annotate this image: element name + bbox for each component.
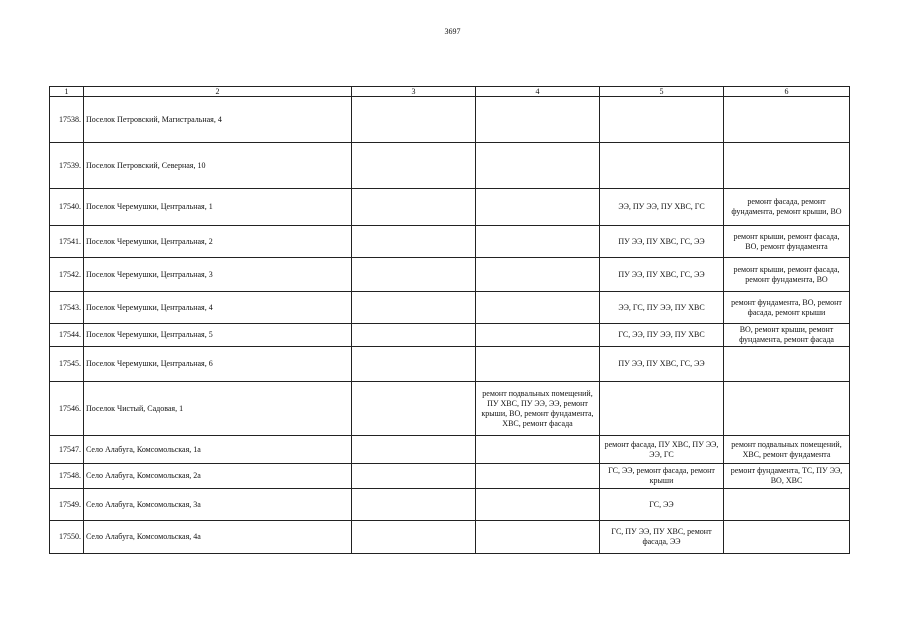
row-col3 [352,436,476,464]
row-number: 17547. [50,436,84,464]
column-header: 4 [476,87,600,97]
row-col4 [476,143,600,189]
table-row [50,258,850,292]
row-col4 [476,489,600,521]
row-col5: ГС, ЭЭ [600,489,724,521]
row-number: 17545. [50,347,84,382]
row-col5: ЭЭ, ГС, ПУ ЭЭ, ПУ ХВС [600,292,724,324]
row-col3 [352,324,476,347]
row-col5 [600,97,724,143]
row-col6: ремонт фундамента, ВО, ремонт фасада, ремонт крыши [724,292,850,324]
row-address: Поселок Черемушки, Центральная, 2 [84,226,352,258]
row-col3 [352,521,476,554]
row-col6 [724,382,850,436]
row-col3 [352,464,476,489]
row-col3 [352,226,476,258]
row-col3 [352,489,476,521]
column-header: 2 [84,87,352,97]
row-col5: ПУ ЭЭ, ПУ ХВС, ГС, ЭЭ [600,258,724,292]
row-address: Поселок Петровский, Северная, 10 [84,143,352,189]
row-address: Поселок Черемушки, Центральная, 3 [84,258,352,292]
row-col6: ВО, ремонт крыши, ремонт фундамента, ремонт фасада [724,324,850,347]
row-number: 17546. [50,382,84,436]
table-row [50,347,850,382]
table-header-row [50,87,850,97]
row-col3 [352,189,476,226]
row-col4 [476,324,600,347]
row-col3 [352,143,476,189]
row-col5: ГС, ПУ ЭЭ, ПУ ХВС, ремонт фасада, ЭЭ [600,521,724,554]
row-address: Поселок Черемушки, Центральная, 6 [84,347,352,382]
column-header: 1 [50,87,84,97]
row-col6 [724,521,850,554]
row-address: Село Алабуга, Комсомольская, 4а [84,521,352,554]
row-address: Село Алабуга, Комсомольская, 1а [84,436,352,464]
row-col4 [476,347,600,382]
row-address: Поселок Черемушки, Центральная, 5 [84,324,352,347]
row-col3 [352,382,476,436]
table-row [50,324,850,347]
row-col6 [724,489,850,521]
row-col5 [600,382,724,436]
row-col5: ПУ ЭЭ, ПУ ХВС, ГС, ЭЭ [600,347,724,382]
row-col5: ГС, ЭЭ, ПУ ЭЭ, ПУ ХВС [600,324,724,347]
row-address: Поселок Чистый, Садовая, 1 [84,382,352,436]
row-number: 17544. [50,324,84,347]
row-number: 17550. [50,521,84,554]
row-address: Село Алабуга, Комсомольская, 3а [84,489,352,521]
row-col3 [352,292,476,324]
row-col3 [352,97,476,143]
row-col5: ЭЭ, ПУ ЭЭ, ПУ ХВС, ГС [600,189,724,226]
table-row [50,436,850,464]
row-number: 17540. [50,189,84,226]
row-address: Поселок Петровский, Магистральная, 4 [84,97,352,143]
row-col4 [476,436,600,464]
row-col5: ПУ ЭЭ, ПУ ХВС, ГС, ЭЭ [600,226,724,258]
row-address: Село Алабуга, Комсомольская, 2а [84,464,352,489]
row-number: 17541. [50,226,84,258]
row-col4 [476,97,600,143]
row-number: 17549. [50,489,84,521]
row-col4 [476,464,600,489]
table-row [50,189,850,226]
row-col4 [476,292,600,324]
row-col4 [476,189,600,226]
row-col5: ГС, ЭЭ, ремонт фасада, ремонт крыши [600,464,724,489]
table-row [50,464,850,489]
column-header: 3 [352,87,476,97]
row-address: Поселок Черемушки, Центральная, 4 [84,292,352,324]
row-col5 [600,143,724,189]
row-col4 [476,521,600,554]
table-row [50,521,850,554]
row-col6: ремонт фасада, ремонт фундамента, ремонт крыши, ВО [724,189,850,226]
table-row [50,489,850,521]
table-row [50,226,850,258]
row-col4: ремонт подвальных помещений, ПУ ХВС, ПУ ЭЭ, ЭЭ, ремонт крыши, ВО, ремонт фундамента, ХВС, ремонт фасада [476,382,600,436]
row-col3 [352,347,476,382]
row-number: 17548. [50,464,84,489]
table-row [50,382,850,436]
row-number: 17543. [50,292,84,324]
row-col3 [352,258,476,292]
row-address: Поселок Черемушки, Центральная, 1 [84,189,352,226]
row-col6 [724,347,850,382]
row-col5: ремонт фасада, ПУ ХВС, ПУ ЭЭ, ЭЭ, ГС [600,436,724,464]
row-col6: ремонт подвальных помещений, ХВС, ремонт фундамента [724,436,850,464]
column-header: 5 [600,87,724,97]
column-header: 6 [724,87,850,97]
row-number: 17542. [50,258,84,292]
row-col6 [724,143,850,189]
row-col6 [724,97,850,143]
row-col4 [476,258,600,292]
row-col6: ремонт крыши, ремонт фасада, ремонт фундамента, ВО [724,258,850,292]
table-row [50,97,850,143]
row-col6: ремонт фундамента, ТС, ПУ ЭЭ, ВО, ХВС [724,464,850,489]
row-number: 17538. [50,97,84,143]
registry-table [49,86,850,554]
row-col6: ремонт крыши, ремонт фасада, ВО, ремонт фундамента [724,226,850,258]
row-number: 17539. [50,143,84,189]
table-row [50,292,850,324]
row-col4 [476,226,600,258]
page-number: 3697 [444,27,461,36]
table-row [50,143,850,189]
